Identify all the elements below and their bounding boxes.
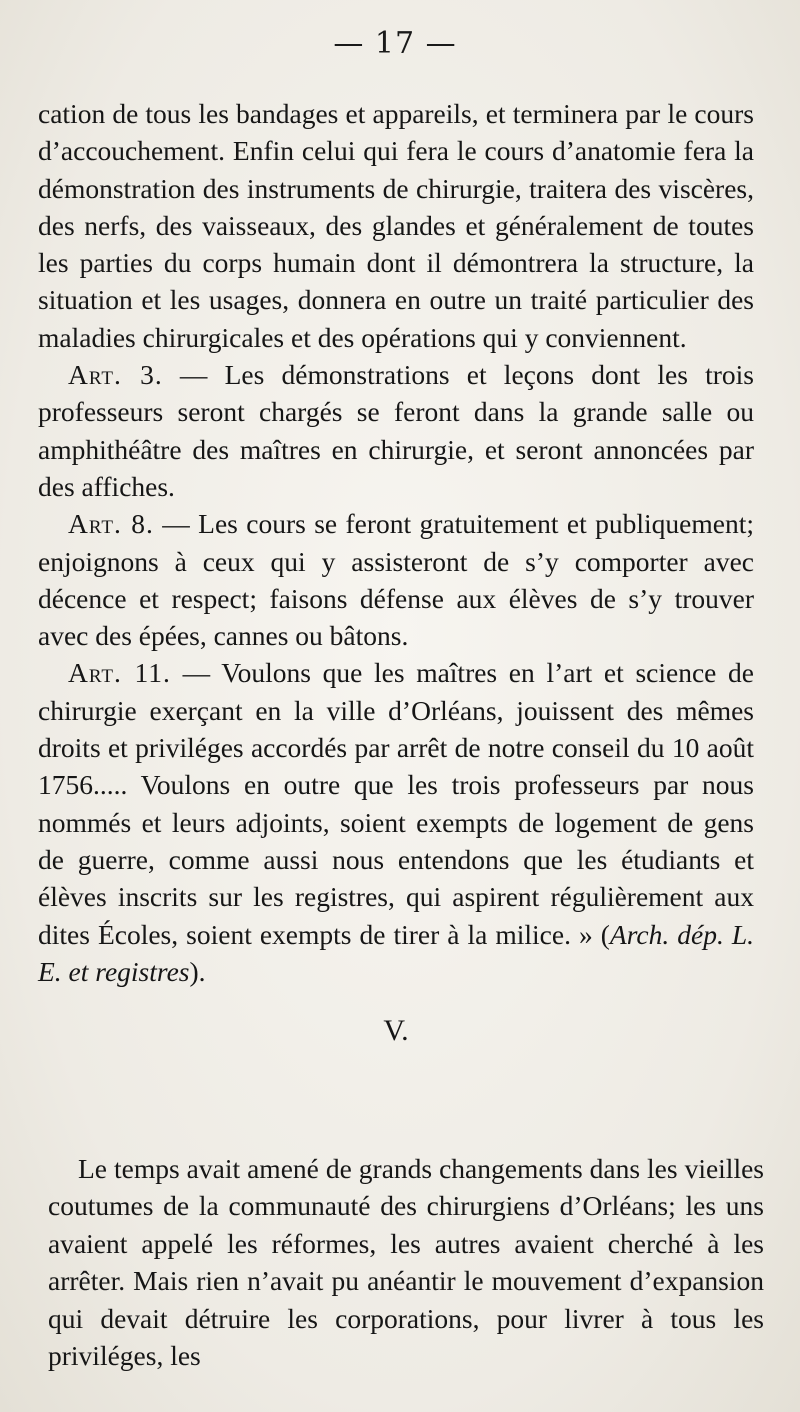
paragraph-continuation xyxy=(38,95,754,356)
article-8 xyxy=(38,505,754,654)
main-text-block xyxy=(38,95,754,1071)
article-text-end: ). xyxy=(189,955,206,987)
article-label: Art. 3. xyxy=(68,359,163,391)
paragraph-text: cation de tous les bandages et appareils, et terminera par le cours d’accouchement. Enfin celui qui fera le cours d’anatomie fera la démonstration des instruments de chirurgie, traitera des viscères, des nerfs, des vaisseaux, des glandes et généralement de toutes les parties du corps humain dont il démontrera la structure, la situation et les usages, donnera en outre un traité particulier des maladies chirurgicales et des opérations qui y conviennent. xyxy=(38,98,754,353)
article-label: Art. 8. xyxy=(68,508,154,540)
archive-reference: Arch. dép. L. E. et registres xyxy=(38,918,755,987)
article-text: — Les cours se feront gratuitement et publiquement; enjoignons à ceux qui y assisteront de s’y comporter avec décence et respect; faisons défense aux élèves de s’y trouver avec des épées, cannes ou bâtons. xyxy=(38,508,755,652)
article-text: — Les démonstrations et leçons dont les trois professeurs seront chargés se feront dans la grande salle ou amphithéâtre des maîtres en chirurgie, et seront annoncées par des affiches. xyxy=(38,359,754,502)
article-11 xyxy=(38,654,754,990)
article-label: Art. 11. xyxy=(68,657,171,689)
section-heading: V. xyxy=(383,1014,409,1048)
page-number: — 17 — xyxy=(333,26,457,61)
article-3 xyxy=(38,356,754,505)
section-v-text-block xyxy=(48,1150,764,1374)
section-paragraph xyxy=(48,1150,764,1374)
section-text: Le temps avait amené de grands changements dans les vieilles coutumes de la communauté des chirurgiens d’Orléans; les uns avaient appelé les réformes, les autres avaient cherché à les arrêter. Mais rien n’avait pu anéantir le mouvement d’expansion qui devait détruire les corporations, pour livrer à tous les priviléges, les xyxy=(48,1153,764,1372)
article-text: — Voulons que les maîtres en l’art et science de chirurgie exerçant en la ville d’Orléans, jouissent des mêmes droits et priviléges accordés par arrêt de notre conseil du 10 août 1756..... Voulons en outre que les trois professeurs par nous nommés et leurs adjoints, soient exempts de logement de gens de guerre, comme aussi nous entendons que les étudiants et élèves inscrits sur les registres, qui aspirent régulièrement aux dites Écoles, soient exempts de tirer à la milice. » ( xyxy=(38,657,754,950)
